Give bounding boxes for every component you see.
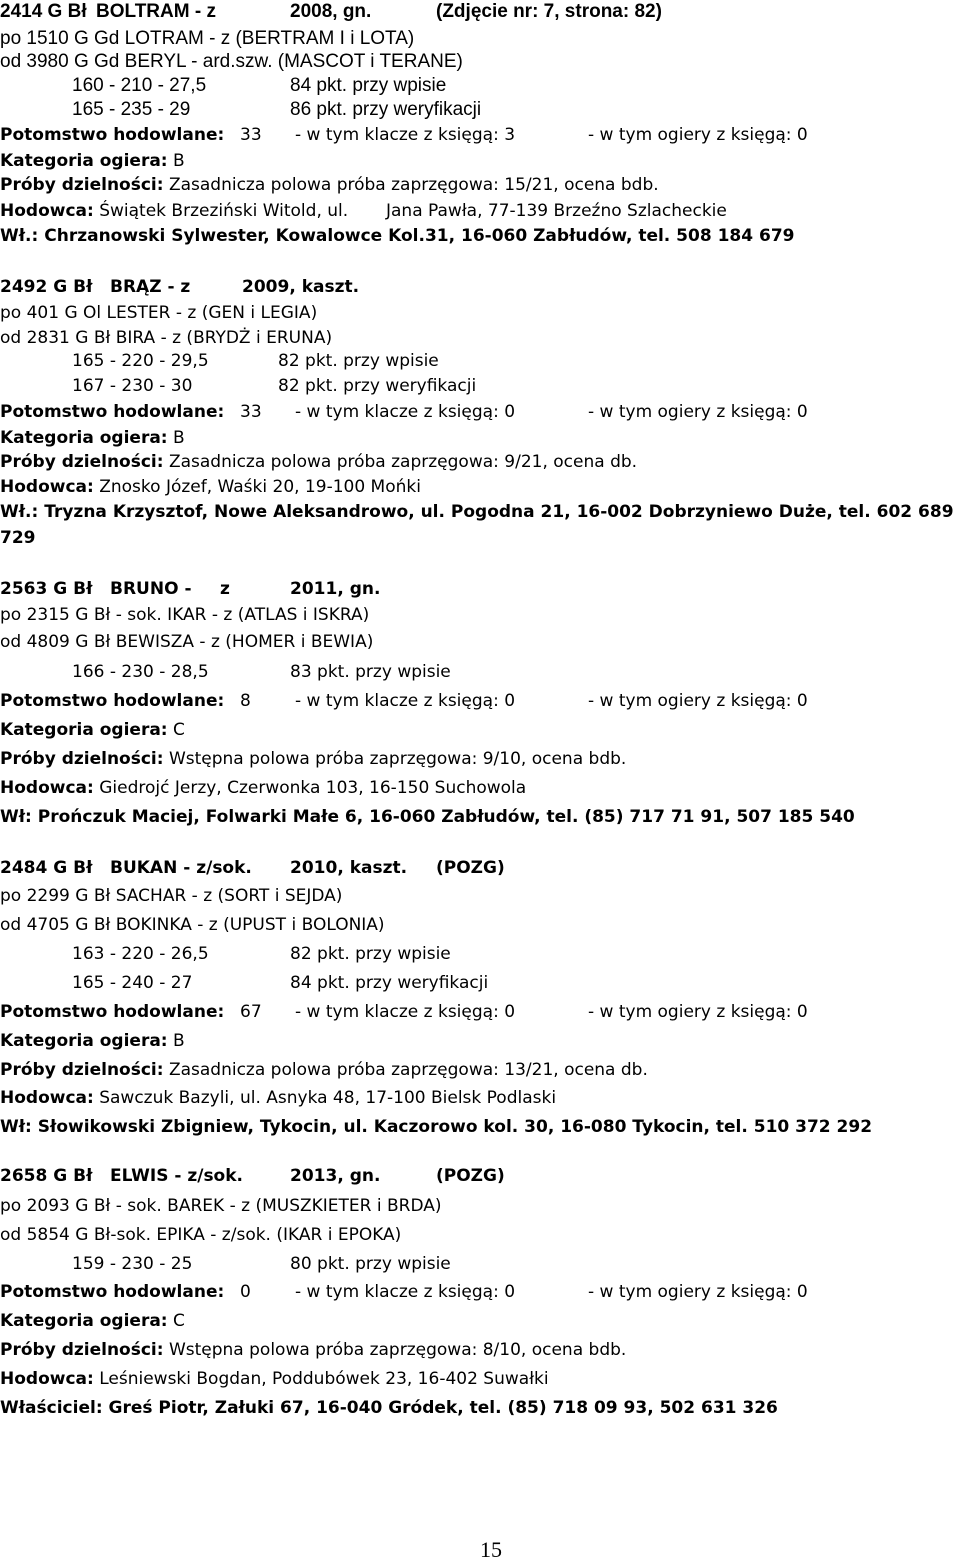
offspring-label: Potomstwo hodowlane: — [0, 402, 225, 422]
trials-value: Zasadnicza polowa próba zaprzęgowa: 9/21, ocena db. — [168, 452, 638, 472]
offspring-label: Potomstwo hodowlane: — [0, 125, 225, 145]
breeder-label: Hodowca: — [0, 201, 94, 221]
trials-line — [0, 1062, 648, 1079]
trials-label: Próby dzielności: — [0, 1060, 164, 1080]
breeder-value: Sawczuk Bazyli, ul. Asnyka 48, 17-100 Bielsk Podlaski — [99, 1088, 557, 1108]
category-line — [0, 1033, 185, 1050]
trials-label: Próby dzielności: — [0, 175, 164, 195]
breeder-line — [0, 1371, 549, 1388]
page-number: 15 — [480, 1537, 502, 1562]
breeder-address: Jana Pawła, 77-139 Brzeźno Szlacheckie — [386, 201, 727, 221]
category-value: B — [173, 151, 185, 171]
horse-name: ELWIS - z/sok. — [110, 1166, 244, 1186]
sire-line: po 2315 G Bł - sok. IKAR - z (ATLAS i ISKRA) — [0, 605, 370, 625]
trials-label: Próby dzielności: — [0, 749, 164, 769]
birth-year-color: 2013, gn. — [290, 1166, 381, 1186]
horse-name: BUKAN - z/sok. — [110, 858, 252, 878]
entry-id: 2563 G Bł — [0, 579, 93, 599]
owner-line: Wł.: Chrzanowski Sylwester, Kowalowce Kol.31, 16-060 Zabłudów, tel. 508 184 679 — [0, 226, 795, 246]
owner-line: Wł.: Tryzna Krzysztof, Nowe Aleksandrowo, ul. Pogodna 21, 16-002 Dobrzyniewo Duże, tel. 602 689 — [0, 502, 954, 522]
offspring-count: 8 — [240, 691, 251, 711]
entry-id: 2484 G Bł — [0, 858, 93, 878]
trials-value: Zasadnicza polowa próba zaprzęgowa: 13/21, ocena db. — [168, 1060, 648, 1080]
category-value: C — [173, 720, 185, 740]
trials-line — [0, 454, 637, 471]
sire-line: po 1510 G Gd LOTRAM - z (BERTRAM I i LOTA) — [0, 28, 415, 49]
offspring-stallions: - w tym ogiery z księgą: 0 — [588, 1282, 808, 1302]
owner-line-wrap: 729 — [0, 528, 36, 548]
category-line — [0, 430, 185, 447]
breeder-line — [0, 780, 526, 797]
trials-value: Wstępna polowa próba zaprzęgowa: 8/10, ocena bdb. — [168, 1340, 627, 1360]
measurement-values: 166 - 230 - 28,5 — [72, 662, 209, 682]
breeder-label: Hodowca: — [0, 1369, 94, 1389]
breeder-label: Hodowca: — [0, 477, 94, 497]
register-tag: (POZG) — [436, 1166, 505, 1186]
breeder-label: Hodowca: — [0, 1088, 94, 1108]
sire-line: po 401 G Ol LESTER - z (GEN i LEGIA) — [0, 303, 318, 323]
offspring-mares: - w tym klacze z księgą: 0 — [295, 1002, 516, 1022]
offspring-stallions: - w tym ogiery z księgą: 0 — [588, 125, 808, 145]
birth-year-color: 2008, gn. — [290, 1, 372, 22]
trials-value: Zasadnicza polowa próba zaprzęgowa: 15/21, ocena bdb. — [168, 175, 659, 195]
category-value: B — [173, 1031, 185, 1051]
category-value: B — [173, 428, 185, 448]
category-label: Kategoria ogiera: — [0, 151, 168, 171]
horse-name: BRUNO - — [110, 579, 192, 599]
offspring-mares: - w tym klacze z księgą: 0 — [295, 1282, 516, 1302]
measurement-values: 165 - 220 - 29,5 — [72, 351, 209, 371]
entry-id: 2492 G Bł — [0, 277, 93, 297]
breeder-value: Leśniewski Bogdan, Poddubówek 23, 16-402 Suwałki — [99, 1369, 549, 1389]
measurement-values: 159 - 230 - 25 — [72, 1254, 193, 1274]
dam-line: od 4809 G Bł BEWISZA - z (HOMER i BEWIA) — [0, 632, 374, 652]
measurement-points: 82 pkt. przy weryfikacji — [278, 376, 477, 396]
sire-line: po 2299 G Bł SACHAR - z (SORT i SEJDA) — [0, 886, 343, 906]
breeder-line — [0, 1090, 556, 1107]
dam-line: od 2831 G Bł BIRA - z (BRYDŻ i ERUNA) — [0, 328, 333, 348]
offspring-count: 33 — [240, 402, 262, 422]
category-line — [0, 722, 185, 739]
category-label: Kategoria ogiera: — [0, 1311, 168, 1331]
offspring-label: Potomstwo hodowlane: — [0, 1282, 225, 1302]
offspring-mares: - w tym klacze z księgą: 3 — [295, 125, 516, 145]
measurement-values: 165 - 235 - 29 — [72, 99, 191, 120]
photo-reference: (Zdjęcie nr: 7, strona: 82) — [436, 1, 662, 22]
horse-name: BOLTRAM - z — [96, 1, 216, 22]
breeder-line — [0, 479, 421, 496]
entry-id: 2414 G Bł — [0, 1, 87, 22]
measurement-values: 167 - 230 - 30 — [72, 376, 193, 396]
measurement-points: 84 pkt. przy wpisie — [290, 75, 447, 96]
owner-line: Wł: Prończuk Maciej, Folwarki Małe 6, 16-060 Zabłudów, tel. (85) 717 71 91, 507 185 540 — [0, 807, 855, 827]
offspring-stallions: - w tym ogiery z księgą: 0 — [588, 402, 808, 422]
measurement-points: 83 pkt. przy wpisie — [290, 662, 451, 682]
owner-line: Wł: Słowikowski Zbigniew, Tykocin, ul. Kaczorowo kol. 30, 16-080 Tykocin, tel. 510 372 292 — [0, 1117, 873, 1137]
trials-line — [0, 1342, 626, 1359]
birth-year-color: 2009, kaszt. — [242, 277, 360, 297]
trials-value: Wstępna polowa próba zaprzęgowa: 9/10, ocena bdb. — [168, 749, 627, 769]
owner-line: Właściciel: Greś Piotr, Załuki 67, 16-040 Gródek, tel. (85) 718 09 93, 502 631 326 — [0, 1398, 778, 1418]
measurement-points: 86 pkt. przy weryfikacji — [290, 99, 482, 120]
category-line — [0, 1313, 185, 1330]
breeder-value: Świątek Brzeziński Witold, ul. — [99, 201, 349, 221]
dam-line: od 4705 G Bł BOKINKA - z (UPUST i BOLONIA) — [0, 915, 385, 935]
measurement-values: 163 - 220 - 26,5 — [72, 944, 209, 964]
breeder-value: Giedrojć Jerzy, Czerwonka 103, 16-150 Suchowola — [99, 778, 527, 798]
category-line — [0, 153, 185, 170]
birth-year-color: 2011, gn. — [290, 579, 381, 599]
offspring-count: 67 — [240, 1002, 262, 1022]
offspring-count: 33 — [240, 125, 262, 145]
offspring-count: 0 — [240, 1282, 251, 1302]
horse-name: BRĄZ - z — [110, 277, 191, 297]
trials-label: Próby dzielności: — [0, 452, 164, 472]
sire-line: po 2093 G Bł - sok. BAREK - z (MUSZKIETER i BRDA) — [0, 1196, 442, 1216]
breeder-value: Znosko Józef, Waśki 20, 19-100 Mońki — [99, 477, 421, 497]
offspring-mares: - w tym klacze z księgą: 0 — [295, 402, 516, 422]
measurement-points: 80 pkt. przy wpisie — [290, 1254, 451, 1274]
horse-type: z — [220, 579, 230, 599]
trials-label: Próby dzielności: — [0, 1340, 164, 1360]
measurement-values: 165 - 240 - 27 — [72, 973, 193, 993]
breeder-label: Hodowca: — [0, 778, 94, 798]
entry-id: 2658 G Bł — [0, 1166, 93, 1186]
birth-year-color: 2010, kaszt. — [290, 858, 408, 878]
dam-line: od 5854 G Bł-sok. EPIKA - z/sok. (IKAR i EPOKA) — [0, 1225, 402, 1245]
measurement-points: 82 pkt. przy wpisie — [278, 351, 439, 371]
measurement-points: 84 pkt. przy weryfikacji — [290, 973, 489, 993]
offspring-mares: - w tym klacze z księgą: 0 — [295, 691, 516, 711]
category-label: Kategoria ogiera: — [0, 428, 168, 448]
trials-line — [0, 177, 659, 194]
offspring-label: Potomstwo hodowlane: — [0, 691, 225, 711]
offspring-stallions: - w tym ogiery z księgą: 0 — [588, 691, 808, 711]
category-value: C — [173, 1311, 185, 1331]
category-label: Kategoria ogiera: — [0, 720, 168, 740]
offspring-label: Potomstwo hodowlane: — [0, 1002, 225, 1022]
category-label: Kategoria ogiera: — [0, 1031, 168, 1051]
trials-line — [0, 751, 626, 768]
dam-line: od 3980 G Gd BERYL - ard.szw. (MASCOT i TERANE) — [0, 51, 463, 72]
measurement-values: 160 - 210 - 27,5 — [72, 75, 207, 96]
register-tag: (POZG) — [436, 858, 505, 878]
offspring-stallions: - w tym ogiery z księgą: 0 — [588, 1002, 808, 1022]
measurement-points: 82 pkt. przy wpisie — [290, 944, 451, 964]
